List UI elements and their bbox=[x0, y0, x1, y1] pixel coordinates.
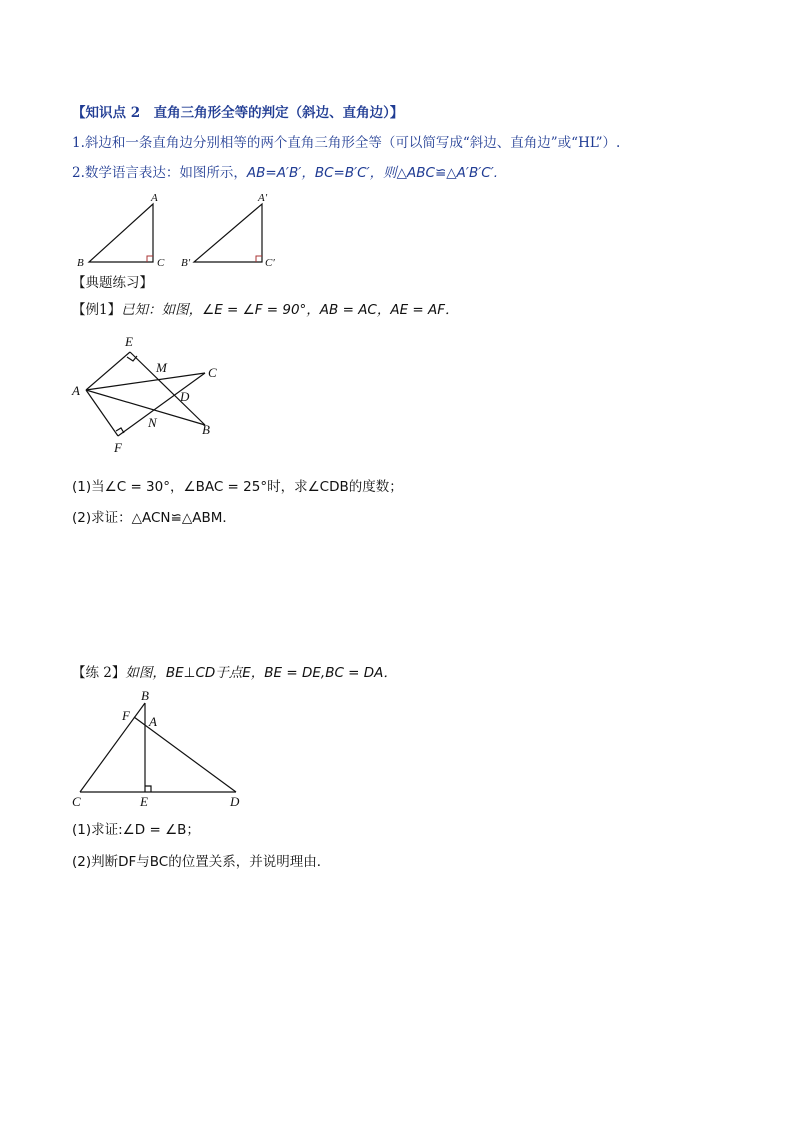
label-e: E bbox=[125, 334, 133, 349]
label-b: B bbox=[77, 257, 84, 269]
exercise-2-question-1: (1)求证:∠D = ∠B； bbox=[72, 822, 200, 838]
label-a: A bbox=[151, 192, 158, 204]
label-a: A bbox=[72, 383, 80, 398]
example-1-tag: 【例1】 bbox=[72, 302, 122, 318]
label-d: D bbox=[180, 389, 190, 404]
example-1-question-2: (2)求证：△ACN≌△ABM． bbox=[72, 510, 236, 526]
point-1-text: 1.斜边和一条直角边分别相等的两个直角三角形全等（可以简写成“斜边、直角边”或“HL”）. bbox=[72, 135, 621, 151]
example-1-question-1: (1)当∠C = 30°，∠BAC = 25°时，求∠CDB的度数； bbox=[72, 479, 403, 495]
exercise-2-tag: 【练 2】 bbox=[72, 665, 126, 681]
section-heading: 【知识点 2 直角三角形全等的判定（斜边、直角边）】 bbox=[72, 105, 404, 121]
point-2-expression: AB=A′B′，BC=B′C′，则△ABC≌△A′B′C′. bbox=[246, 165, 499, 181]
practice-heading: 【典题练习】 bbox=[72, 275, 153, 291]
label-b: B bbox=[141, 688, 149, 703]
label-c-prime: C′ bbox=[265, 257, 275, 269]
label-d: D bbox=[230, 794, 240, 809]
point-2-prefix: 2.数学语言表达：如图所示， bbox=[72, 165, 247, 181]
exercise-2-text: 如图，BE⊥CD于点E，BE = DE,BC = DA． bbox=[125, 665, 397, 681]
label-b: B bbox=[202, 422, 210, 437]
label-f: F bbox=[122, 708, 130, 723]
label-m: M bbox=[156, 360, 167, 375]
right-angle-mark-e bbox=[145, 786, 151, 792]
label-c: C bbox=[72, 794, 81, 809]
label-f: F bbox=[114, 440, 122, 455]
label-n: N bbox=[148, 415, 157, 430]
label-e: E bbox=[140, 794, 148, 809]
label-c: C bbox=[208, 365, 217, 380]
label-a: A bbox=[149, 714, 157, 729]
label-a-prime: A′ bbox=[258, 192, 268, 204]
label-b-prime: B′ bbox=[181, 257, 191, 269]
exercise-2-question-2: (2)判断DF与BC的位置关系，并说明理由． bbox=[72, 854, 331, 870]
example-1-text: 已知：如图，∠E = ∠F = 90°，AB = AC，AE = AF． bbox=[121, 302, 459, 318]
label-c: C bbox=[157, 257, 165, 269]
